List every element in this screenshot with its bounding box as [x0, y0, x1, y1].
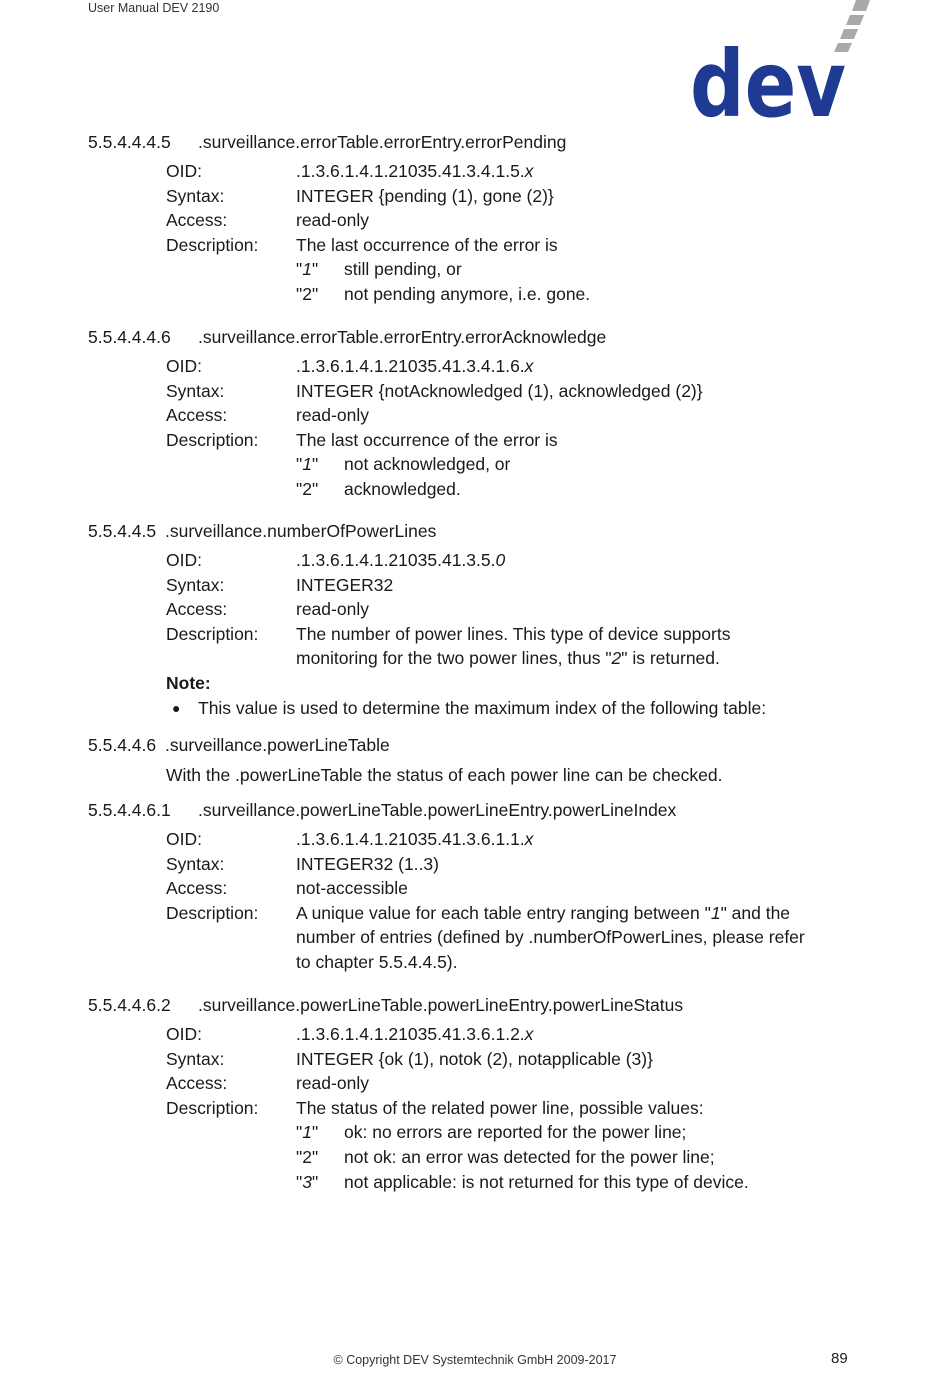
section-number: 5.5.4.4.5	[88, 521, 157, 541]
value-row-2: "2" acknowledged.	[296, 478, 461, 499]
section-title: .surveillance.numberOfPowerLines	[165, 521, 437, 541]
syntax-row: Syntax: INTEGER {ok (1), notok (2), notapplicable (3)}	[166, 1048, 653, 1069]
section-number: 5.5.4.4.4.5	[88, 132, 171, 152]
section-title: .surveillance.powerLineTable	[165, 735, 390, 755]
description-row: Description: The last occurrence of the error is	[166, 234, 558, 255]
section-heading	[88, 519, 910, 543]
svg-text:dev: dev	[690, 31, 846, 122]
oid-row: OID: .1.3.6.1.4.1.21035.41.3.4.1.5.x	[166, 161, 534, 181]
syntax-row: Syntax: INTEGER {pending (1), gone (2)}	[166, 185, 554, 206]
section-power-line-index	[88, 798, 910, 975]
section-error-pending	[88, 130, 910, 307]
dev-logo	[688, 0, 878, 122]
section-heading	[88, 325, 910, 349]
description-row: Description: The status of the related power line, possible values:	[166, 1097, 704, 1118]
section-power-line-table	[88, 733, 910, 788]
section-title: .surveillance.errorTable.errorEntry.errorPending	[198, 132, 567, 152]
value-row-2: "2" not pending anymore, i.e. gone.	[296, 283, 591, 304]
bullet-icon: ●	[172, 699, 181, 716]
section-number: 5.5.4.4.6	[88, 735, 157, 755]
syntax-row: Syntax: INTEGER32 (1..3)	[166, 853, 439, 874]
oid-row: OID: .1.3.6.1.4.1.21035.41.3.6.1.1.x	[166, 829, 534, 849]
section-title: .surveillance.powerLineTable.powerLineEntry.powerLineStatus	[198, 995, 684, 1015]
section-number: 5.5.4.4.4.6	[88, 327, 171, 347]
syntax-row: Syntax: INTEGER {notAcknowledged (1), acknowledged (2)}	[166, 380, 703, 401]
section-title: .surveillance.errorTable.errorEntry.errorAcknowledge	[198, 327, 607, 347]
access-row: Access: read-only	[166, 210, 369, 231]
section-power-line-status	[88, 993, 910, 1194]
section-error-acknowledge	[88, 325, 910, 502]
value-row-3: "3" not applicable: is not returned for this type of device.	[296, 1171, 749, 1192]
description-continuation: number of entries (defined by .numberOfPowerLines, please refer	[296, 927, 805, 948]
value-row-1: "1" not acknowledged, or	[296, 454, 511, 475]
section-paragraph: With the .powerLineTable the status of each power line can be checked.	[166, 765, 723, 785]
note-bullet: ● This value is used to determine the maximum index of the following table:	[88, 695, 910, 721]
access-row: Access: read-only	[166, 1073, 369, 1094]
value-row-2: "2" not ok: an error was detected for the power line;	[296, 1146, 715, 1167]
access-row: Access: not-accessible	[166, 878, 408, 899]
section-title: .surveillance.powerLineTable.powerLineEntry.powerLineIndex	[198, 800, 677, 820]
note-label: Note:	[166, 672, 211, 693]
page-number: 89	[831, 1350, 848, 1367]
section-heading	[88, 798, 910, 822]
section-number: 5.5.4.4.6.2	[88, 995, 171, 1015]
footer-copyright: © Copyright DEV Systemtechnik GmbH 2009-2017	[333, 1353, 617, 1367]
section-heading	[88, 130, 910, 154]
description-continuation: to chapter 5.5.4.4.5).	[296, 951, 458, 972]
syntax-row: Syntax: INTEGER32	[166, 574, 394, 595]
section-heading	[88, 733, 910, 757]
value-row-1: "1" ok: no errors are reported for the power line;	[296, 1122, 687, 1143]
section-number-of-power-lines	[88, 519, 910, 721]
access-row: Access: read-only	[166, 405, 369, 426]
section-heading	[88, 993, 910, 1017]
description-row: Description: The number of power lines. This type of device supports	[166, 623, 731, 644]
description-continuation: monitoring for the two power lines, thus "2" is returned.	[296, 648, 720, 669]
oid-row: OID: .1.3.6.1.4.1.21035.41.3.6.1.2.x	[166, 1024, 534, 1044]
oid-row: OID: .1.3.6.1.4.1.21035.41.3.4.1.6.x	[166, 356, 534, 376]
access-row: Access: read-only	[166, 599, 369, 620]
section-number: 5.5.4.4.6.1	[88, 800, 171, 820]
oid-row: OID: .1.3.6.1.4.1.21035.41.3.5.0	[166, 550, 506, 570]
value-row-1: "1" still pending, or	[296, 259, 462, 280]
description-row: Description: The last occurrence of the error is	[166, 429, 558, 450]
document-header-title: User Manual DEV 2190	[88, 1, 220, 15]
description-row: Description: A unique value for each table entry ranging between "1" and the	[166, 902, 791, 923]
